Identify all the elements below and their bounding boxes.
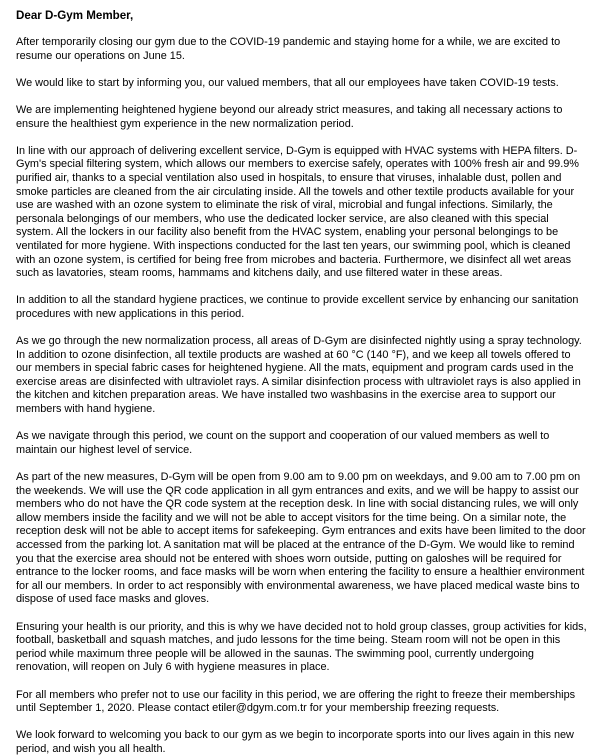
paragraph-hvac-system: In line with our approach of delivering excellent service, D-Gym is equipped with HVAC systems with HEPA filters. D-Gym's special filtering system, which allows our members to exercise safely, operates with 100% fresh air and 99.9% purified air, thanks to a special ventilation also used in hospitals, to ensure that viruses, inhalable dust, pollen and smoke particles are cleaned from the air circulating inside. All the towels and other textile products available for your use are washed with an ozone system to eliminate the risk of viral, microbial and fungal infections. Similarly, the personala belongings of our members, who use the dedicated locker service, are also cleaned with this special system. All the lockers in our facility also benefit from the HVAC system, enabling your personal belongings to be ventilated for more hygiene. With inspections conducted for the last ten years, our swimming pool, which is cleaned with an ozone system, is certified for being free from microbes and bacteria. Furthermore, we disinfect all wet areas such as lavatories, steam rooms, hammams and kitchens daily, and use filtered water in these areas. <box>16 144 579 280</box>
paragraph-employee-tests: We would like to start by informing you, our valued members, that all our employees have taken COVID-19 tests. <box>16 76 559 89</box>
paragraph-hygiene-measures: We are implementing heightened hygiene beyond our already strict measures, and taking all necessary actions to ensure the healthiest gym experience in the new normalization period. <box>16 103 563 130</box>
paragraph-disinfection: As we go through the new normalization process, all areas of D-Gym are disinfected nightly using a spray technology. In addition to ozone disinfection, all textile products are washed at 60 °C (140 °F), and we keep all towels offered to our members in special fabric cases for heightened hygiene. All the mats, equipment and program cards used in the exercise areas are disinfected with ultraviolet rays. A similar disinfection process with ultraviolet rays is also applied in the kitchen and kitchen preparation areas. We have installed two washbasins in the exercise area to support our members with hand hygiene. <box>16 335 582 416</box>
paragraph-membership-freeze: For all members who prefer not to use our facility in this period, we are offering the right to freeze their memberships until September 1, 2020. Please contact etiler@dgym.com.tr for your membership freezing requests. <box>16 688 576 715</box>
letter-greeting: Dear D-Gym Member, <box>16 9 134 22</box>
paragraph-suspended-activities: Ensuring your health is our priority, and this is why we have decided not to hold group classes, group activities for kids, football, basketball and squash matches, and judo lessons for the time being. Steam room will not be open in this period while maximum three people will be allowed in the saunas. The swimming pool, currently undergoing renovation, will reopen on July 6 with hygiene measures in place. <box>16 620 587 674</box>
paragraph-cooperation: As we navigate through this period, we count on the support and cooperation of our valued members as well to maintain our highest level of service. <box>16 430 550 456</box>
paragraph-closing: We look forward to welcoming you back to our gym as we begin to incorporate sports into our lives again in this new period, and wish you all health. <box>16 729 574 755</box>
paragraph-reopening: After temporarily closing our gym due to the COVID-19 pandemic and staying home for a while, we are excited to resume our operations on June 15. <box>16 36 561 62</box>
paragraph-new-measures: As part of the new measures, D-Gym will be open from 9.00 am to 9.00 pm on weekdays, and 9.00 am to 7.00 pm on the weekends. We will use the QR code application in all gym entrances and exits, and we will be happy to assist our members who do not have the QR code system at the reception desk. In line with social distancing rules, we will only allow members inside the facility and we will not be able to accept visitors for the time being. On a similar note, the reception desk will not be able to accept items for safekeeping. Gym entrances and exits have been limited to the door accessed from the parking lot. A sanitation mat will be placed at the entrance of the D-Gym. We would like to remind you that the exercise area should not be entered with shoes worn outside, putting on galoshes will be required for entrance to the locker rooms, and face masks will be worn when entering the facility to ensure a healthier environment for all our members. In order to act responsibly with environmental awareness, we have placed medical waste bins to dispose of used face masks and gloves. <box>16 471 586 606</box>
paragraph-sanitation: In addition to all the standard hygiene practices, we continue to provide excellent service by enhancing our sanitation procedures with new applications in this period. <box>16 294 579 320</box>
